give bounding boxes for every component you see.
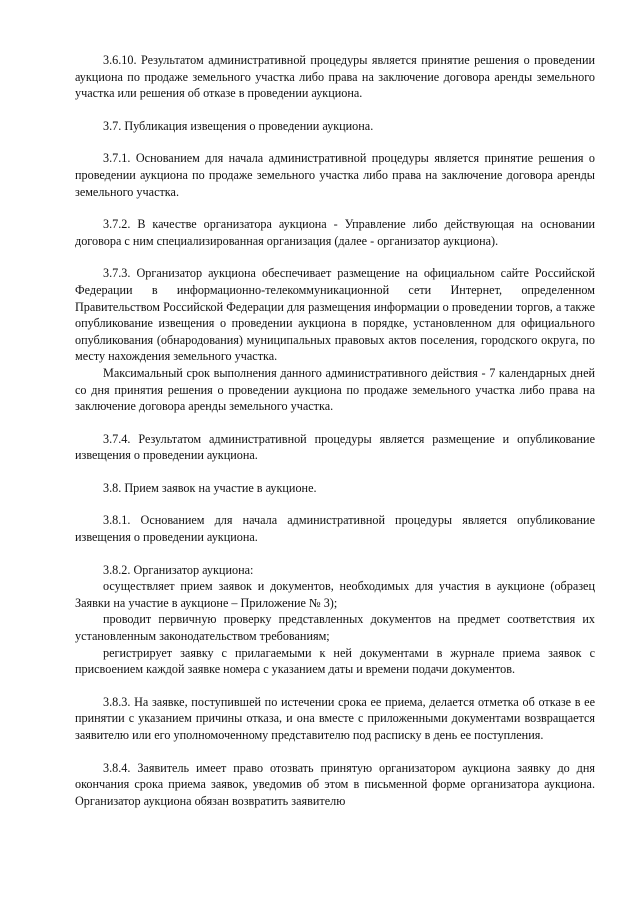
paragraph-3-7-3-deadline: Максимальный срок выполнения данного административного действия - 7 календарных дней со дня принятия решения о проведении аукциона по продаже земельного участка либо права на заключение договора аренды земельного участка. bbox=[75, 365, 595, 414]
paragraph-3-8-3: 3.8.3. На заявке, поступившей по истечении срока ее приема, делается отметка об отказе в ее принятии с указанием причины отказа, и она вместе с приложенными документами возвращается заявителю или его уполномоченному представителю под расписку в день ее поступления. bbox=[75, 694, 595, 742]
paragraph-3-8-2-item-2: проводит первичную проверку представленных документов на предмет соответствия их установленным законодательством требованиям; bbox=[75, 612, 595, 644]
paragraph-3-8-4: 3.8.4. Заявитель имеет право отозвать принятую организатором аукциона заявку до дня окончания срока приема заявок, уведомив об этом в письменной форме организатора аукциона. Организатор аукциона обязан возвратить заявителю bbox=[75, 760, 595, 808]
paragraph-3-7-2: 3.7.2. В качестве организатора аукциона - Управление либо действующая на основании договора с ним специализированная организация (далее - организатор аукциона). bbox=[75, 217, 595, 248]
paragraph-3-7-1: 3.7.1. Основанием для начала административной процедуры является принятие решения о проведении аукциона по продаже земельного участка либо права на заключение договора аренды земельного участка. bbox=[75, 151, 595, 199]
paragraph-3-8-1: 3.8.1. Основанием для начала административной процедуры является опубликование извещения о проведении аукциона. bbox=[75, 513, 595, 545]
paragraph-3-8-2-item-1: осуществляет прием заявок и документов, необходимых для участия в аукционе (образец Заявки на участие в аукционе – Приложение № 3); bbox=[75, 579, 595, 610]
section-heading-3-8: 3.8. Прием заявок на участие в аукционе. bbox=[103, 480, 317, 495]
paragraph-3-8-2: 3.8.2. Организатор аукциона: bbox=[103, 562, 254, 577]
paragraph-3-8-2-item-3: регистрирует заявку с прилагаемыми к ней документами в журнале приема заявок с присвоением каждой заявке номера с указанием даты и времени подачи документов. bbox=[75, 645, 595, 677]
paragraph-3-7-3: 3.7.3. Организатор аукциона обеспечивает размещение на официальном сайте Российской Федерации в информационно-телекоммуникационной сети Интернет, определенном Правительством Российской Федерации для размещения информации о проведении торгов, а также опубликование извещения о проведении аукциона в порядке, установленном для официального опубликования (обнародования) муниципальных правовых актов поселения, городского округа, по месту нахождения земельного участка. bbox=[75, 266, 595, 364]
paragraph-3-7-4: 3.7.4. Результатом административной процедуры является размещение и опубликование извещения о проведении аукциона. bbox=[75, 431, 595, 463]
section-heading-3-7: 3.7. Публикация извещения о проведении аукциона. bbox=[103, 118, 374, 133]
paragraph-3-6-10: 3.6.10. Результатом административной процедуры является принятие решения о проведении аукциона по продаже земельного участка либо права на заключение договора аренды земельного участка или решения об отказе в проведении аукциона. bbox=[75, 53, 595, 101]
